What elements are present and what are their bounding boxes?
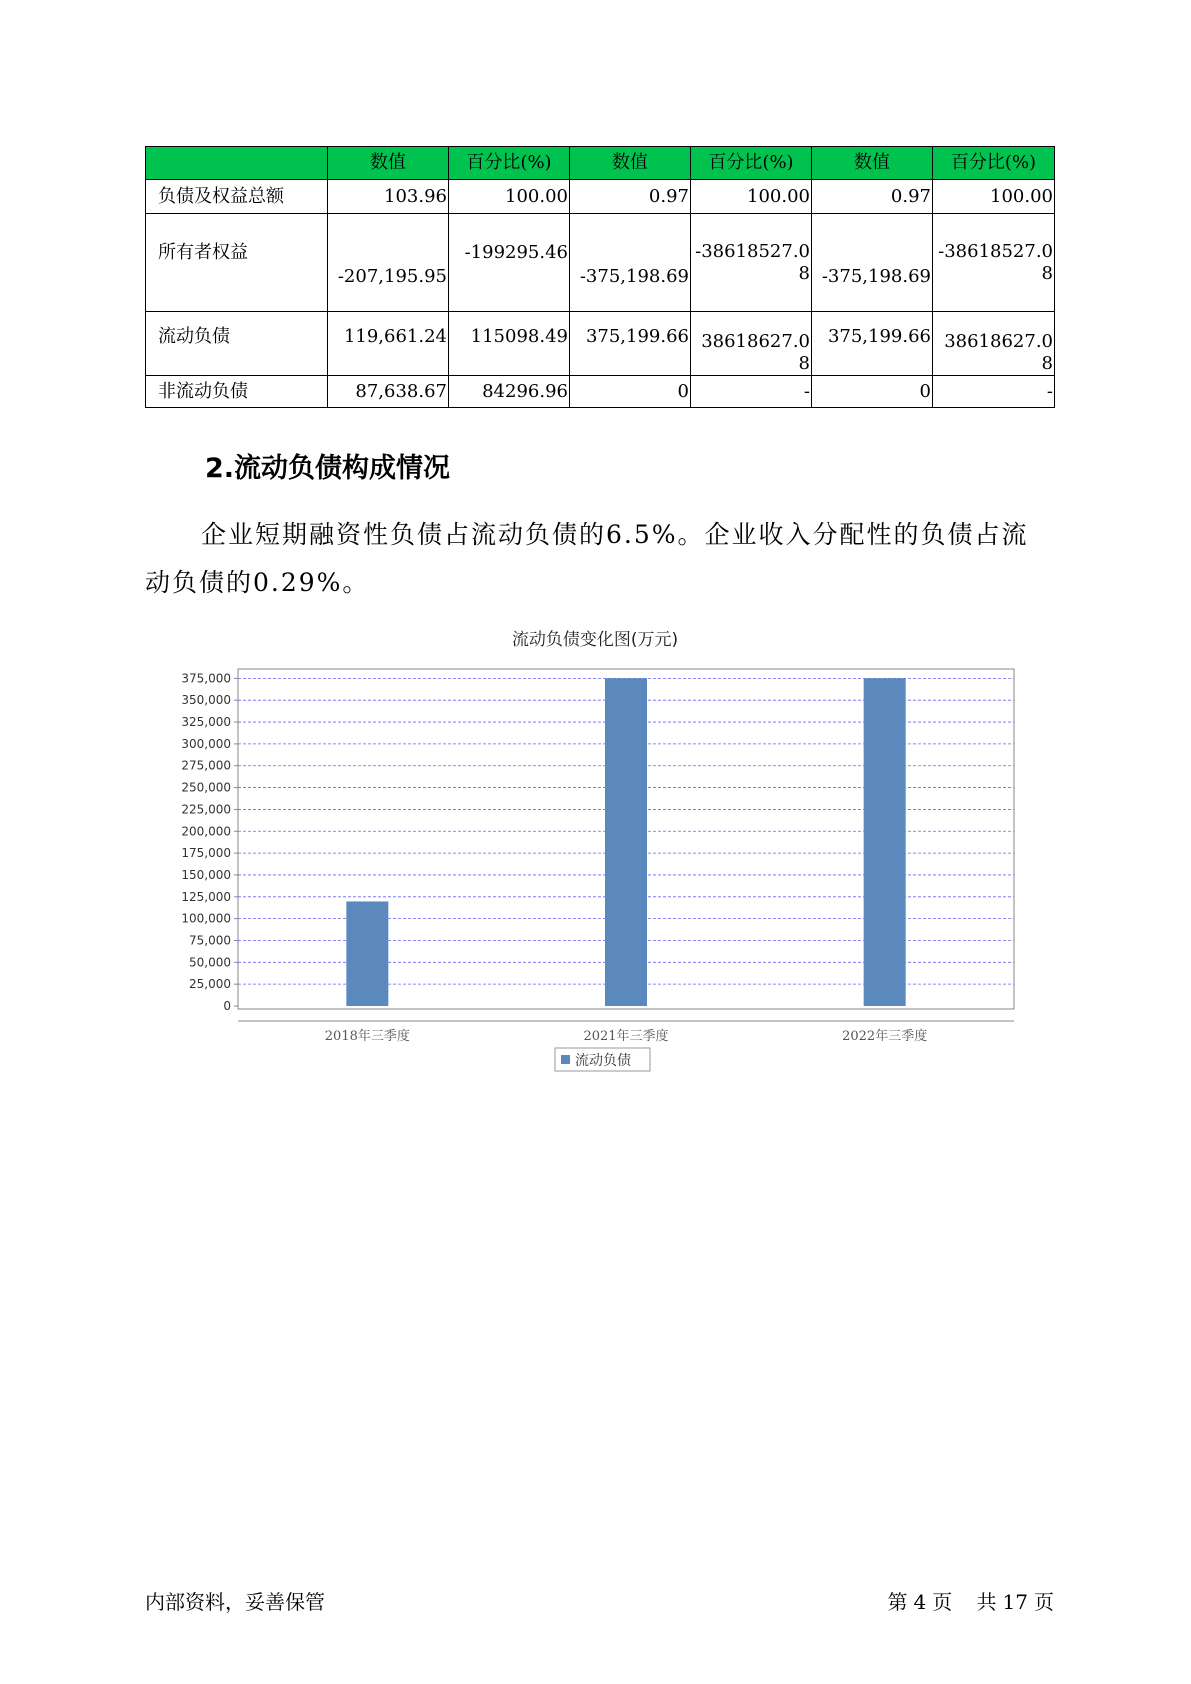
- page-prefix: 第: [887, 1590, 908, 1614]
- table-cell: -: [933, 376, 1055, 408]
- table-cell: -38618527.0 8: [933, 214, 1055, 312]
- table-cell: -375,198.69: [812, 214, 933, 312]
- section-heading: 2.流动负债构成情况: [205, 453, 451, 484]
- y-tick-label: 300,000: [181, 736, 231, 751]
- row-label: 负债及权益总额: [146, 180, 328, 214]
- header-cell-percent: 百分比(%): [933, 147, 1055, 180]
- table-cell: 38618627.08: [933, 312, 1055, 376]
- table-cell: 100.00: [449, 180, 570, 214]
- header-cell-value: 数值: [570, 147, 691, 180]
- header-cell-percent: 百分比(%): [691, 147, 812, 180]
- y-tick-label: 325,000: [181, 715, 231, 730]
- total-prefix: 共: [976, 1590, 997, 1614]
- table-cell: 115098.49: [449, 312, 570, 376]
- table-cell: -199295.46: [449, 214, 570, 312]
- footer-confidential-note: 内部资料，妥善保管: [145, 1590, 325, 1614]
- chart-bar: [864, 678, 906, 1006]
- table-cell: 100.00: [691, 180, 812, 214]
- table-header-row: [146, 147, 1055, 180]
- table-cell: 0: [570, 376, 691, 408]
- y-tick-label: 200,000: [181, 824, 231, 839]
- table-cell: 375,199.66: [570, 312, 691, 376]
- table-cell: 84296.96: [449, 376, 570, 408]
- financial-table: [145, 146, 1055, 408]
- page-total: 17: [1002, 1590, 1028, 1614]
- table-cell: 119,661.24: [328, 312, 449, 376]
- table-cell: 87,638.67: [328, 376, 449, 408]
- footer-page-number: [881, 1586, 1054, 1615]
- y-tick-label: 0: [223, 999, 231, 1013]
- table-cell: 100.00: [933, 180, 1055, 214]
- table-cell: 375,199.66: [812, 312, 933, 376]
- header-cell-percent: 百分比(%): [449, 147, 570, 180]
- table-cell: 0.97: [812, 180, 933, 214]
- y-tick-label: 125,000: [181, 889, 231, 904]
- chart-bar: [346, 901, 388, 1006]
- table-cell: 38618627.08: [691, 312, 812, 376]
- y-tick-label: 375,000: [181, 671, 231, 686]
- header-cell-value: 数值: [812, 147, 933, 180]
- row-label: 非流动负债: [146, 376, 328, 408]
- table-cell: -38618527.0 8: [691, 214, 812, 312]
- table-row: [146, 312, 1055, 376]
- y-tick-label: 350,000: [181, 693, 231, 708]
- table-cell: -: [691, 376, 812, 408]
- chart-container: [160, 625, 1030, 1085]
- table-cell: 0.97: [570, 180, 691, 214]
- table-row: [146, 376, 1055, 408]
- y-tick-label: 75,000: [189, 933, 231, 948]
- x-axis-ticks: [325, 1028, 927, 1044]
- page-unit: 页: [932, 1590, 953, 1614]
- chart-title: 流动负债变化图(万元): [511, 630, 679, 650]
- y-axis-ticks: [181, 671, 238, 1013]
- bar-chart: [160, 625, 1030, 1085]
- y-tick-label: 175,000: [181, 846, 231, 861]
- y-tick-label: 150,000: [181, 867, 231, 882]
- table-cell: -375,198.69: [570, 214, 691, 312]
- x-tick-label: 2018年三季度: [324, 1029, 410, 1044]
- y-tick-label: 225,000: [181, 802, 231, 817]
- header-cell-value: 数值: [328, 147, 449, 180]
- section-paragraph: 企业短期融资性负债占流动负债的6.5%。企业收入分配性的负债占流动负债的0.29%。: [145, 520, 1029, 597]
- chart-bar: [605, 678, 647, 1006]
- x-tick-label: 2021年三季度: [583, 1029, 669, 1044]
- legend-swatch: [561, 1055, 570, 1064]
- row-label: 所有者权益: [146, 214, 328, 312]
- x-tick-label: 2022年三季度: [842, 1029, 928, 1044]
- table-row: [146, 180, 1055, 214]
- y-tick-label: 100,000: [181, 911, 231, 926]
- page-current: 4: [913, 1590, 927, 1614]
- table-cell: -207,195.95: [328, 214, 449, 312]
- table-row: [146, 214, 1055, 312]
- legend: [555, 1048, 650, 1071]
- y-tick-label: 275,000: [181, 758, 231, 773]
- y-tick-label: 25,000: [189, 977, 231, 992]
- y-tick-label: 50,000: [189, 955, 231, 970]
- table-cell: 0: [812, 376, 933, 408]
- y-tick-label: 250,000: [181, 780, 231, 795]
- header-cell-blank: [146, 147, 328, 180]
- table-cell: 103.96: [328, 180, 449, 214]
- total-unit: 页: [1034, 1590, 1054, 1614]
- row-label: 流动负债: [146, 312, 328, 376]
- legend-label: 流动负债: [575, 1053, 631, 1069]
